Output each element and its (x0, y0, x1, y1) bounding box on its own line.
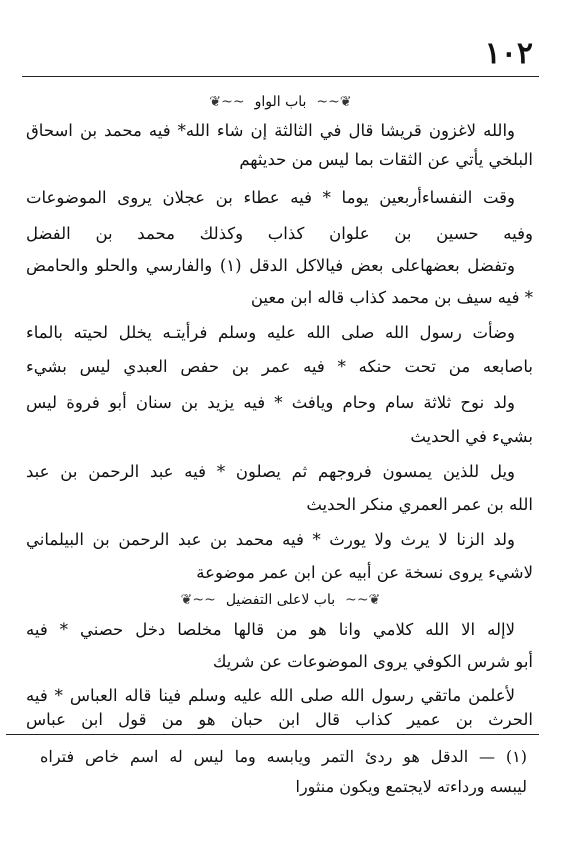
ornament-icon: ~~❦ (180, 592, 216, 608)
footnote-line: (١) — الدقل هو ردئ التمر ويابسه وما ليس له اسم خاص فتراه (40, 747, 527, 766)
text-line: لأعلمن ماتقي رسول الله صلى الله عليه وسلم فينا قاله العباس * فيه (26, 686, 515, 705)
text-line: بشيء في الحديث (410, 427, 533, 446)
text-line: ويل للذين يمسون فروجهم ثم يصلون * فيه عبد الرحمن بن عبد (26, 462, 515, 481)
text-line: البلخي يأتي عن الثقات بما ليس من حديثهم (239, 150, 533, 169)
text-line: ولد نوح ثلاثة سام وحام ويافث * فيه يزيد بن سنان أبو فروة ليس (26, 393, 515, 412)
footnote-rule (6, 734, 539, 735)
footnote-line: ليبسه ورداءته لايجتمع ويكون منثورا (295, 777, 527, 796)
ornament-icon: ~~❦ (209, 94, 245, 110)
section-heading-waw (0, 90, 561, 114)
ornament-icon: ❦~~ (316, 94, 352, 110)
text-line: وفيه حسين بن علوان كذاب وكذلك محمد بن الفضل (26, 224, 533, 243)
text-line: والله لاغزون قريشا قال في الثالثة إن شاء الله* فيه محمد بن اسحاق (26, 121, 515, 140)
text-line: لاإله الا الله كلامي وانا هو من قالها مخلصا دخل حصني * فيه (26, 620, 515, 639)
section-title: باب لاعلى التفضيل (225, 592, 336, 608)
text-line: وضأت رسول الله صلى الله عليه وسلم فرأيتـه يخلل لحيته بالماء (26, 323, 515, 342)
page-number: ١٠٢ (484, 36, 533, 71)
text-line: الله بن عمر العمري منكر الحديث (306, 495, 533, 514)
section-title: باب الواو (254, 94, 307, 110)
text-line: لاشيء يروى نسخة عن أبيه عن ابن عمر موضوعة (196, 563, 533, 582)
ornament-icon: ❦~~ (345, 592, 381, 608)
text-line: وقت النفساءأربعين يوما * فيه عطاء بن عجلان يروى الموضوعات (26, 188, 515, 207)
text-line: * فيه سيف بن محمد كذاب قاله ابن معين (250, 288, 533, 307)
text-line: أبو شرس الكوفي يروى الموضوعات عن شريك (212, 652, 533, 671)
text-line: ولد الزنا لا يرث ولا يورث * فيه محمد بن عبد الرحمن بن البيلماني (26, 530, 515, 549)
text-line: باصابعه من تحت حنكه * فيه عمر بن حفص العبدي ليس بشيء (26, 357, 533, 376)
header-rule (22, 76, 539, 77)
text-line: الحرث بن عمير كذاب قال ابن حبان هو من قول ابن عباس (26, 710, 533, 729)
section-heading-tafdil (0, 588, 561, 612)
text-line: وتفضل بعضهاعلى بعض فيالاكل الدقل (١) والفارسي والحلو والحامض (26, 256, 515, 275)
